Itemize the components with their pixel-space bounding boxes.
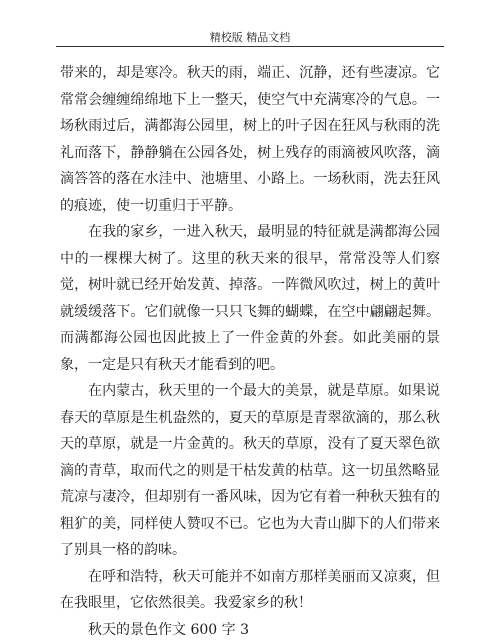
paragraph-4: 在呼和浩特，秋天可能并不如南方那样美丽而又凉爽，但在我眼里，它依然很美。我爱家乡的秋！ [60, 564, 440, 617]
paragraph-3: 在内蒙古，秋天里的一个最大的美景，就是草原。如果说春天的草原是生机盎然的，夏天的草原是青翠欲滴的，那么秋天的草原，就是一片金黄的。秋天的草原，没有了夏天翠色欲滴的青草，取而代之的则是干枯发黄的枯草。这一切虽然略显荒凉与凄冷，但却别有一番风味，因为它有着一种秋天独有的粗犷的美，同样使人赞叹不已。它也为大青山脚下的人们带来了别具一格的韵味。 [60, 378, 440, 564]
essay-subheading: 秋天的景色作文 600 字 3 [60, 617, 440, 643]
page-header [0, 0, 500, 45]
paragraph-2: 在我的家乡，一进入秋天，最明显的特征就是满都海公园中的一棵棵大树了。这里的秋天来的很早，常常没等人们察觉，树叶就已经开始发黄、掉落。一阵微风吹过，树上的黄叶就缓缓落下。它们就像一只只飞舞的蝴蝶，在空中翩翩起舞。而满都海公园也因此披上了一件金黄的外套。如此美丽的景象，一定是只有秋天才能看到的吧。 [60, 219, 440, 378]
document-body [60, 60, 440, 643]
header-divider [56, 46, 444, 47]
paragraph-1: 带来的，却是寒冷。秋天的雨，端正、沉静，还有些凄凉。它常常会缠缠绵绵地下上一整天，使空气中充满寒冷的气息。一场秋雨过后，满都海公园里，树上的叶子因在狂风与秋雨的洗礼而落下，静静躺在公园各处，树上残存的雨滴被风吹落，滴滴答答的落在水洼中、池塘里、小路上。一场秋雨，洗去狂风的痕迹，使一切重归于平静。 [60, 60, 440, 219]
header-title: 精校版 精品文档 [0, 32, 500, 44]
